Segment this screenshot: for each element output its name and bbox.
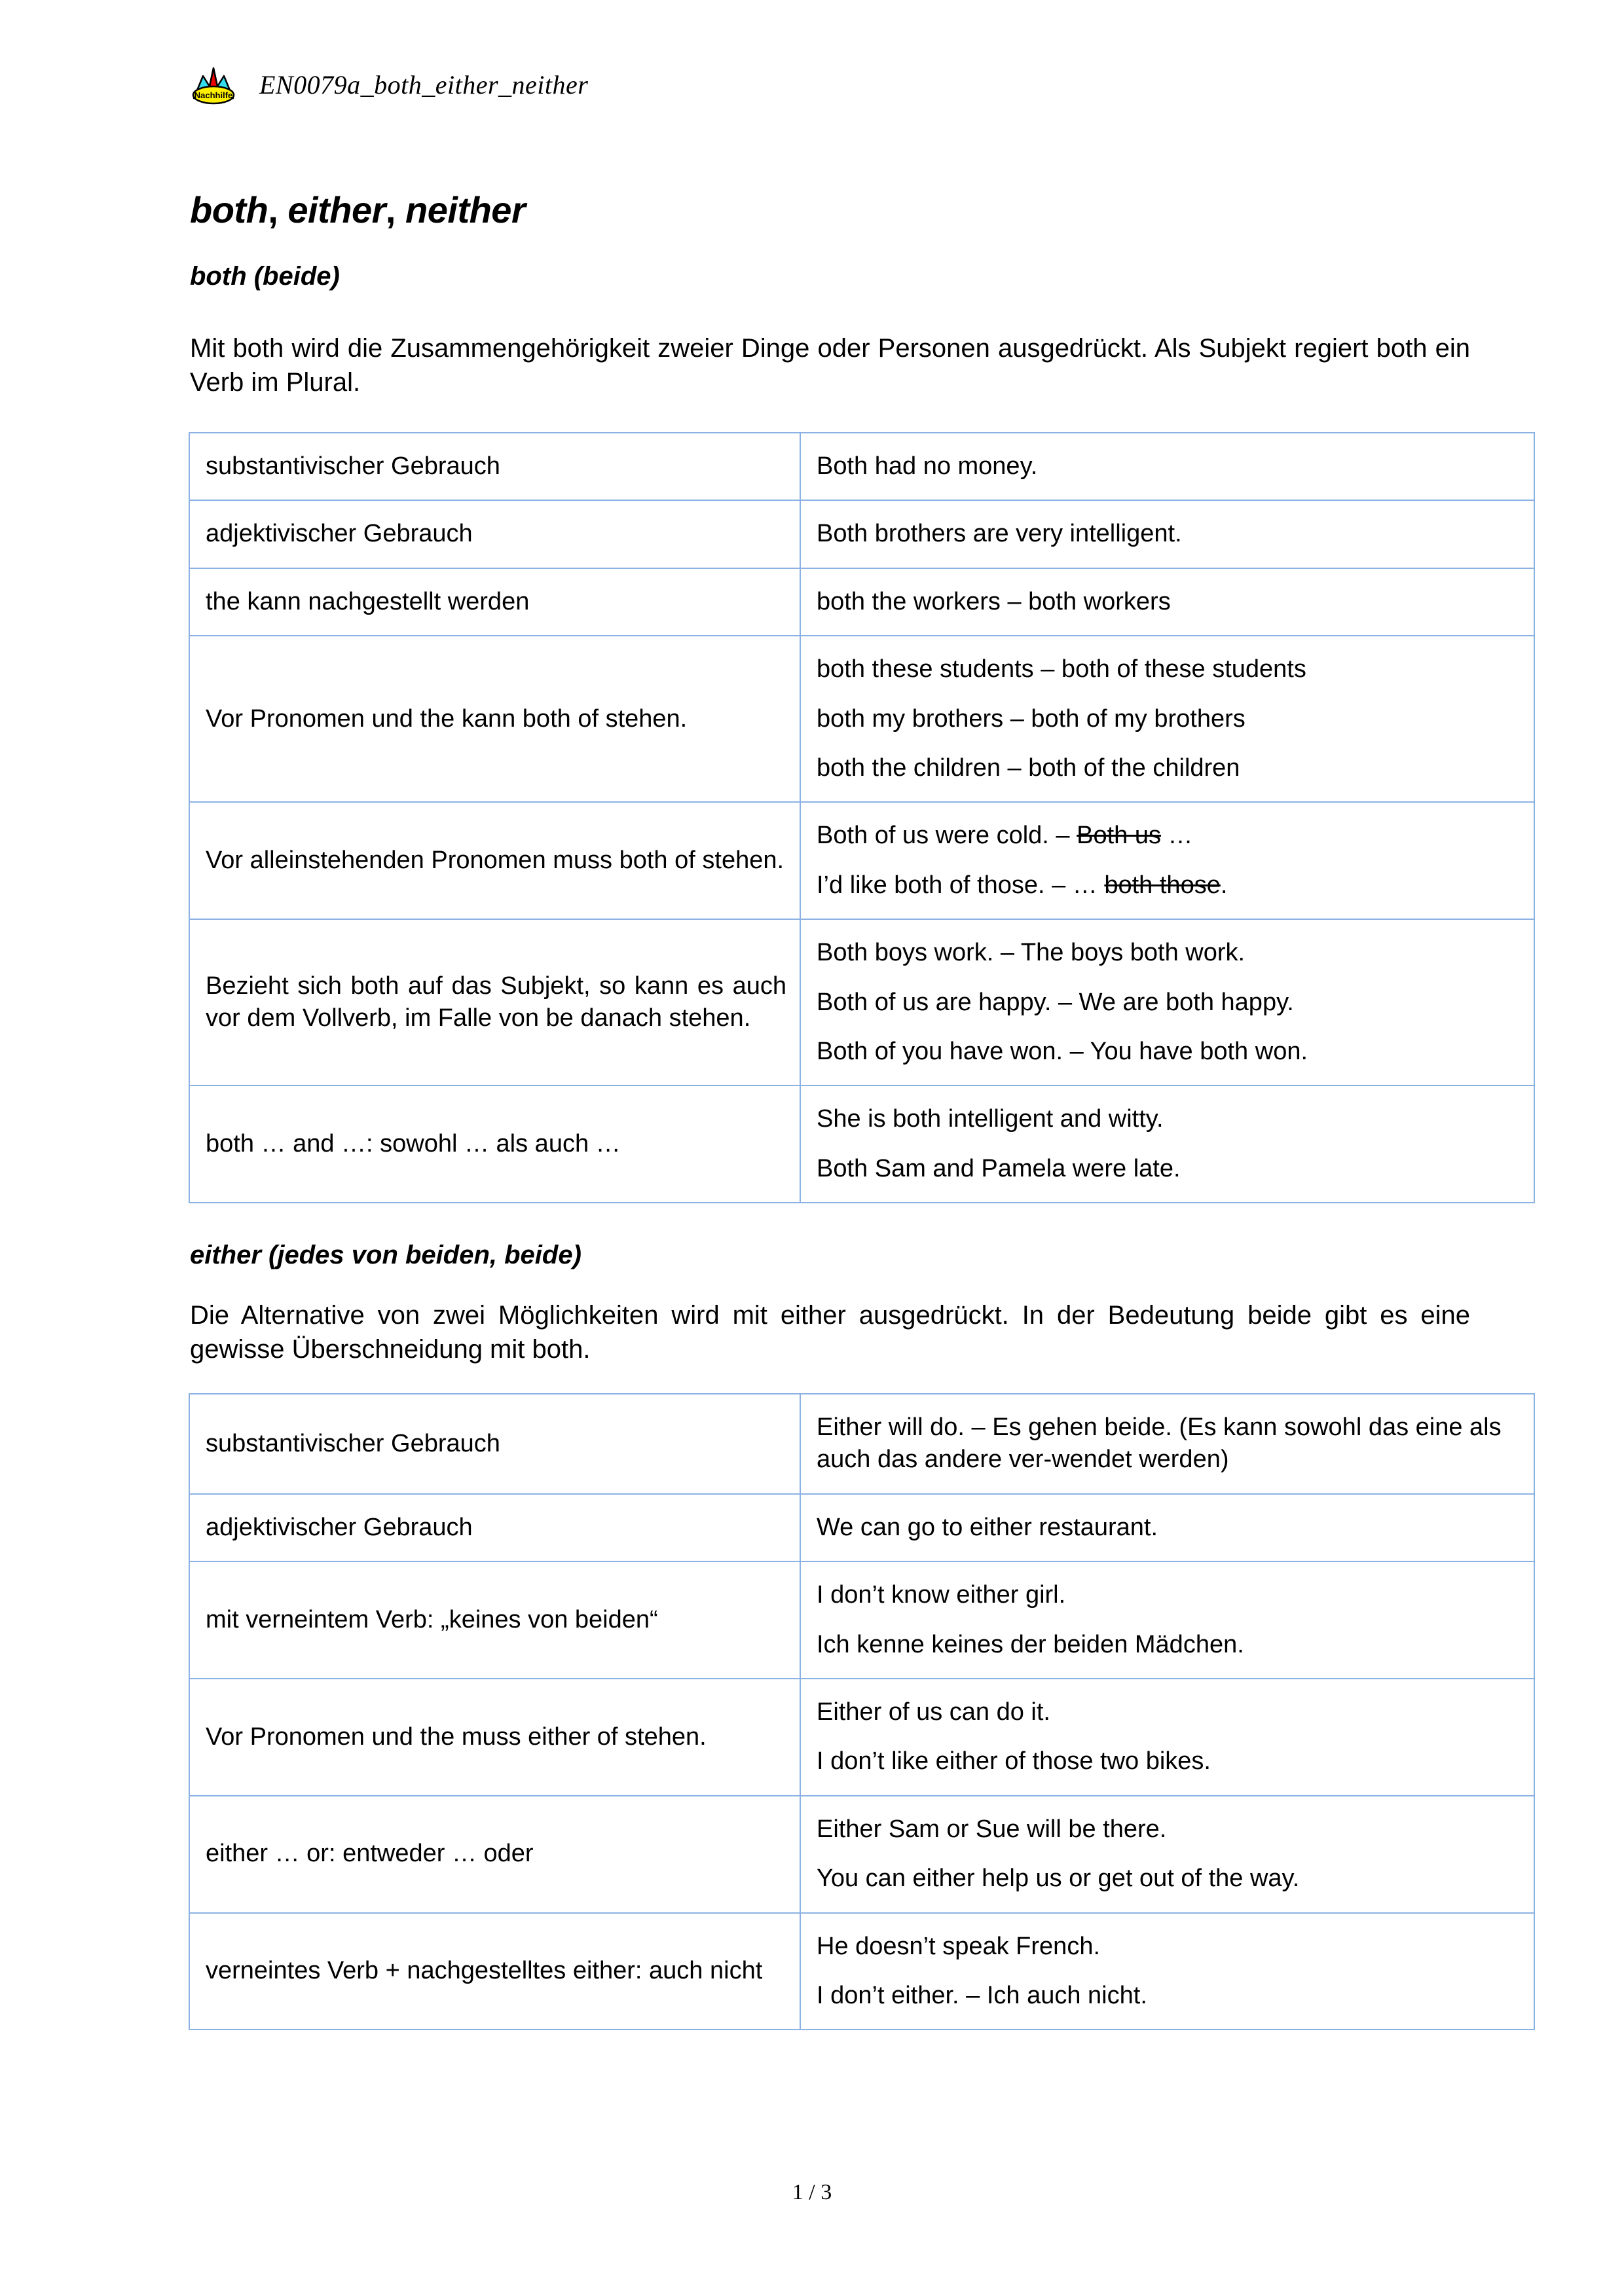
section-heading-either: either (jedes von beiden, beide) xyxy=(190,1241,581,1269)
page-title-neither: neither xyxy=(405,189,526,230)
text-run: Both of us are happy. – We are both happy. xyxy=(817,988,1294,1016)
text-run: both … and …: sowohl … als auch … xyxy=(206,1129,621,1157)
cell-line xyxy=(817,701,1521,738)
text-run: substantivischer Gebrauch xyxy=(206,452,500,480)
table-row xyxy=(189,433,1534,500)
cell-line xyxy=(817,583,1521,621)
table-cell-rule xyxy=(189,802,800,919)
page-number: 1 / 3 xyxy=(792,2180,832,2204)
cell-line xyxy=(206,1835,786,1872)
table-row xyxy=(189,1796,1534,1913)
text-run: . xyxy=(583,1335,591,1364)
table-row xyxy=(189,1085,1534,1203)
page-title-both: both xyxy=(190,189,268,230)
table-row xyxy=(189,636,1534,802)
table-row xyxy=(189,1913,1534,2030)
cell-line xyxy=(817,1694,1521,1731)
text-run: either … or: entweder … oder xyxy=(206,1840,534,1868)
table-cell-rule xyxy=(189,1085,800,1203)
table-cell-example xyxy=(800,1394,1534,1494)
text-run: Either of us can do it. xyxy=(817,1698,1050,1726)
text-run: be xyxy=(545,1004,574,1032)
table-cell-example xyxy=(800,919,1534,1085)
table-row xyxy=(189,1494,1534,1561)
text-run: both my brothers – both of my brothers xyxy=(817,704,1246,733)
cell-line xyxy=(817,1977,1521,2014)
cell-line xyxy=(817,448,1521,485)
cell-line xyxy=(817,1101,1521,1138)
page-title-sep-2: , xyxy=(385,189,406,230)
text-run: mit verneintem Verb: „keines von beiden“ xyxy=(206,1605,658,1633)
text-run: adjektivischer Gebrauch xyxy=(206,520,473,548)
table-cell-rule xyxy=(189,919,800,1085)
cell-line xyxy=(206,583,786,621)
table-cell-example xyxy=(800,433,1534,500)
text-run: Either will do. – xyxy=(817,1413,993,1441)
cell-line xyxy=(817,1033,1521,1070)
text-run: muss xyxy=(454,1722,528,1751)
cell-line xyxy=(817,1860,1521,1897)
cell-line xyxy=(206,515,786,553)
text-run: She is both intelligent and witty. xyxy=(817,1105,1164,1133)
text-run: Vor Pronomen und xyxy=(206,1722,420,1751)
text-run: You can either help us or get out of the way. xyxy=(817,1865,1300,1893)
text-run: both the workers – both workers xyxy=(817,587,1171,615)
text-run: . xyxy=(1220,871,1228,899)
text-run: Both of you have won. – You have both won. xyxy=(817,1037,1308,1065)
text-run: either of xyxy=(528,1722,618,1751)
text-run: either: auch nicht xyxy=(572,1957,763,1985)
table-cell-rule xyxy=(189,1561,800,1679)
text-run: both those xyxy=(1104,871,1221,899)
text-run: danach stehen. xyxy=(573,1004,751,1032)
table-both xyxy=(189,432,1535,1203)
cell-line xyxy=(817,984,1521,1021)
text-run: Either Sam or Sue will be there. xyxy=(817,1815,1167,1843)
table-cell-example xyxy=(800,636,1534,802)
cell-line xyxy=(817,867,1521,904)
table-row xyxy=(189,919,1534,1085)
text-run: Es gehen beide. (Es kann sowohl das eine als auch das andere ver-wendet werden) xyxy=(817,1413,1502,1474)
text-run: wird die Zusammengehörigkeit zweier Dinge oder Personen ausgedrückt. Als Subjekt regiert xyxy=(284,334,1376,363)
table-cell-example xyxy=(800,1679,1534,1796)
table-row xyxy=(189,500,1534,568)
document-header xyxy=(190,64,588,105)
table-cell-example xyxy=(800,1494,1534,1561)
table-cell-example xyxy=(800,802,1534,919)
table-cell-example xyxy=(800,1561,1534,1679)
cell-line xyxy=(206,968,786,1038)
text-run: gibt es eine gewisse Überschneidung mit xyxy=(190,1301,1471,1364)
text-run: Bezieht sich xyxy=(206,972,351,1000)
section-intro-either xyxy=(190,1298,1470,1366)
cell-line xyxy=(817,1811,1521,1848)
cell-line xyxy=(817,1409,1521,1479)
table-cell-example xyxy=(800,1085,1534,1203)
table-row xyxy=(189,568,1534,636)
text-run: auf das Subjekt, so kann es auch vor dem Vollverb, im Falle von xyxy=(206,972,786,1032)
table-cell-example xyxy=(800,500,1534,568)
text-run: Mit xyxy=(190,334,233,363)
text-run: stehen. xyxy=(599,704,688,733)
text-run: stehen. xyxy=(695,847,784,875)
cell-line xyxy=(817,750,1521,787)
cell-line xyxy=(206,1952,786,1990)
page-title-either: either xyxy=(287,189,386,230)
text-run: the xyxy=(206,587,240,615)
text-run: Both Sam and Pamela were late. xyxy=(817,1154,1181,1182)
text-run: both the children – both of the children xyxy=(817,754,1240,782)
cell-line xyxy=(206,1601,786,1639)
text-run: I don’t know either girl. xyxy=(817,1581,1066,1609)
cell-line xyxy=(817,1150,1521,1188)
text-run: substantivischer Gebrauch xyxy=(206,1429,500,1457)
text-run: both of xyxy=(619,847,695,875)
table-both-body xyxy=(189,433,1534,1203)
text-run: kann xyxy=(454,704,523,733)
text-run: I don’t like either of those two bikes. xyxy=(817,1747,1211,1776)
table-row xyxy=(189,1679,1534,1796)
section-heading-both: both (beide) xyxy=(190,262,340,291)
text-run: … xyxy=(1160,822,1193,850)
table-either xyxy=(189,1393,1535,2030)
cell-line xyxy=(817,1928,1521,1965)
cell-line xyxy=(817,934,1521,972)
table-cell-rule xyxy=(189,1679,800,1796)
text-run: I’d like both of those. – … xyxy=(817,871,1105,899)
cell-line xyxy=(206,1509,786,1546)
text-run: Both us xyxy=(1077,822,1161,850)
text-run: Both of us were cold. – xyxy=(817,822,1077,850)
text-run: ein Verb im Plural. xyxy=(190,334,1471,397)
text-run: Ich auch nicht. xyxy=(986,1981,1147,2009)
table-cell-rule xyxy=(189,568,800,636)
text-run: both xyxy=(532,1335,583,1364)
text-run: Vor Pronomen und xyxy=(206,704,420,733)
cell-line xyxy=(206,448,786,485)
cell-line xyxy=(817,1626,1521,1664)
table-row xyxy=(189,802,1534,919)
text-run: both of xyxy=(522,704,599,733)
table-cell-rule xyxy=(189,433,800,500)
cell-line xyxy=(206,1425,786,1463)
table-row xyxy=(189,1561,1534,1679)
cell-line xyxy=(817,515,1521,553)
text-run: Both brothers are very intelligent. xyxy=(817,520,1182,548)
table-cell-rule xyxy=(189,636,800,802)
table-cell-rule xyxy=(189,1394,800,1494)
text-run: We can go to either restaurant. xyxy=(817,1513,1158,1541)
text-run: stehen. xyxy=(618,1722,707,1751)
text-run: both xyxy=(350,972,399,1000)
text-run: He doesn’t speak French. xyxy=(817,1932,1101,1960)
text-run: Die Alternative von zwei Möglichkeiten wird mit xyxy=(190,1301,781,1330)
text-run: Both had no money. xyxy=(817,452,1038,480)
text-run: the xyxy=(420,704,455,733)
text-run: ausgedrückt. In der Bedeutung xyxy=(845,1301,1248,1330)
text-run: Vor alleinstehenden Pronomen muss xyxy=(206,847,619,875)
text-run: the xyxy=(420,1722,455,1751)
text-run: beide xyxy=(1247,1301,1312,1330)
text-run: verneintes Verb + nachgestelltes xyxy=(206,1957,573,1985)
text-run: I don’t either. – xyxy=(817,1981,987,2009)
text-run: Both boys work. – The boys both work. xyxy=(817,939,1246,967)
document-code: EN0079a_both_either_neither xyxy=(259,69,589,100)
logo-text: Nachhilfe xyxy=(194,90,233,100)
section-intro-both xyxy=(190,331,1470,399)
cell-line xyxy=(817,1576,1521,1614)
table-cell-example xyxy=(800,1796,1534,1913)
cell-line xyxy=(206,842,786,879)
cell-line xyxy=(206,1719,786,1756)
table-row xyxy=(189,1394,1534,1494)
text-run: Ich kenne keines der beiden Mädchen. xyxy=(817,1630,1244,1658)
cell-line xyxy=(817,1743,1521,1780)
text-run: both xyxy=(1376,334,1428,363)
text-run: either xyxy=(780,1301,846,1330)
nachhilfe-logo-icon xyxy=(190,64,237,105)
page-title xyxy=(190,189,525,231)
text-run: adjektivischer Gebrauch xyxy=(206,1513,473,1541)
table-cell-rule xyxy=(189,500,800,568)
cell-line xyxy=(206,1125,786,1163)
cell-line xyxy=(206,701,786,738)
table-either-body xyxy=(189,1394,1534,2030)
table-cell-rule xyxy=(189,1796,800,1913)
cell-line xyxy=(817,817,1521,854)
cell-line xyxy=(817,651,1521,688)
page-footer xyxy=(0,2180,1624,2205)
text-run: both xyxy=(232,334,284,363)
text-run: both these students – both of these students xyxy=(817,655,1306,683)
table-cell-rule xyxy=(189,1913,800,2030)
text-run: kann nachgestellt werden xyxy=(240,587,530,615)
table-cell-example xyxy=(800,1913,1534,2030)
table-cell-example xyxy=(800,568,1534,636)
table-cell-rule xyxy=(189,1494,800,1561)
page-title-sep-1: , xyxy=(268,189,288,230)
cell-line xyxy=(817,1509,1521,1546)
